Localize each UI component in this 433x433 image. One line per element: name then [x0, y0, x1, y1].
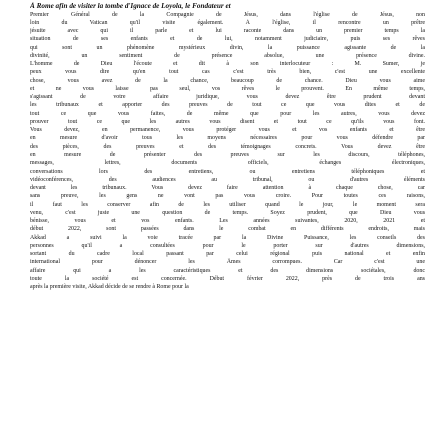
- document-text-line: toute la société est concernée. Début février 2022, près de trois ans: [30, 276, 425, 282]
- document-text-line: en mesure d'avoir tous les moyens nécessaires pour vous défendre par: [30, 135, 425, 142]
- document-text-line: des pièces, des preuves et des témoignages concrets. Vous devez être: [30, 143, 425, 150]
- document-text-line: qui sont un phénomène mystérieux divin, la puissance agissante de la: [30, 44, 425, 51]
- document-text-line: devant les tribunaux. Vous devez faire attention à chaque chose, car: [30, 185, 425, 192]
- document-text-line: venu, c'est juste une question de temps. Soyez prudent, que Dieu vous: [30, 209, 425, 216]
- document-text-line: bénisse, vous et vos enfants. Les années suivantes, 2020, 2021 et: [30, 218, 425, 225]
- document-text-line: L'homme de Dieu l'écoute et dit à son interlocuteur : M. Sumer, je: [30, 61, 425, 68]
- document-text-line: personnes qu'il a consultées pour le porter sur d'autres dimensions,: [30, 242, 425, 249]
- document-text-line: prouver tout ce que les autres vous disent et tout ce qu'ils vous font.: [30, 118, 425, 125]
- document-text-line: peux vous dire qu'en tout cas c'est très bien, c'est une excellente: [30, 69, 425, 76]
- document-text-line: après la première visite, Akkad décide de se rendre à Rome pour la: [30, 284, 189, 291]
- document-text-line: affaire qui a les caractéristiques et des dimensions sociétales, donc: [30, 267, 425, 274]
- document-text-line: les tribunaux et apporter des preuves de tout ce que vous dites et de: [30, 102, 425, 109]
- document-text-line: jésuite avec qui il parle et lui raconte dans un premier temps la: [30, 28, 425, 35]
- document-text-line: et ne vous laisse pas seul, vos rêves le prouvent. En même temps,: [30, 85, 425, 92]
- document-text-line: s'agissant de votre affaire juridique, vous devez être prudent devant: [30, 94, 425, 101]
- document-text-line: divinité, un sentiment de présence absolue, une présence divine.: [30, 52, 425, 59]
- document-text-line: Akkad a suivi la voie tracée par la Divine Puissance, les conseils des: [30, 234, 425, 241]
- document-text-line: sortant du cadre local passant par celui régional puis national et enfin: [30, 251, 425, 258]
- document-text-line: vidéoconférences, des audiences au tribunal, ou d'autres éléments: [30, 176, 425, 183]
- document-text-line: Vous devez, en permanence, vous protéger vous et vos enfants et être: [30, 127, 425, 134]
- document-page: [30, 2, 425, 430]
- document-text-line: tout ce que vous faites, de même que pour les autres, vous devez: [30, 110, 425, 117]
- document-text-line: chose, vous avez de la chance, beaucoup de chance. Dieu vous aime: [30, 77, 425, 84]
- document-text-line: conversations lors des entretiens, ou entretiens téléphoniques et: [30, 168, 425, 175]
- document-text-line: en mesure de présenter des preuves sur les discours, téléphones,: [30, 152, 425, 159]
- document-title-line: À Rome afin de visiter la tombe d'Ignace de Loyola, le Fondateur et: [30, 2, 231, 10]
- document-text-line: il faut les conserver afin de les utiliser quand le jour, le moment sera: [30, 201, 425, 208]
- document-text-line: messages, lettres, documents officiels, échanges électroniques,: [30, 160, 425, 167]
- document-text-line: début 2022, sont passées dans le combat en différents endroits, mais: [30, 226, 425, 233]
- document-text-line: sans preuve, les gens ne vont pas vous croire. Pour toutes ces raisons,: [30, 193, 425, 200]
- document-text-line: international pour dénoncer les Âmes corrompues. Car c'est une: [30, 259, 425, 266]
- document-text-line: Premier Général de la Compagnie de Jésus, dans l'église de Jésus, non: [30, 11, 425, 18]
- document-text-line: situation de ses enfants et de lui, notamment judiciaire, puis ses rêves: [30, 36, 425, 43]
- document-body: [30, 11, 425, 292]
- document-text-line: loin du Vatican qu'il visite également. À l'église, il rencontre un prêtre: [30, 19, 425, 26]
